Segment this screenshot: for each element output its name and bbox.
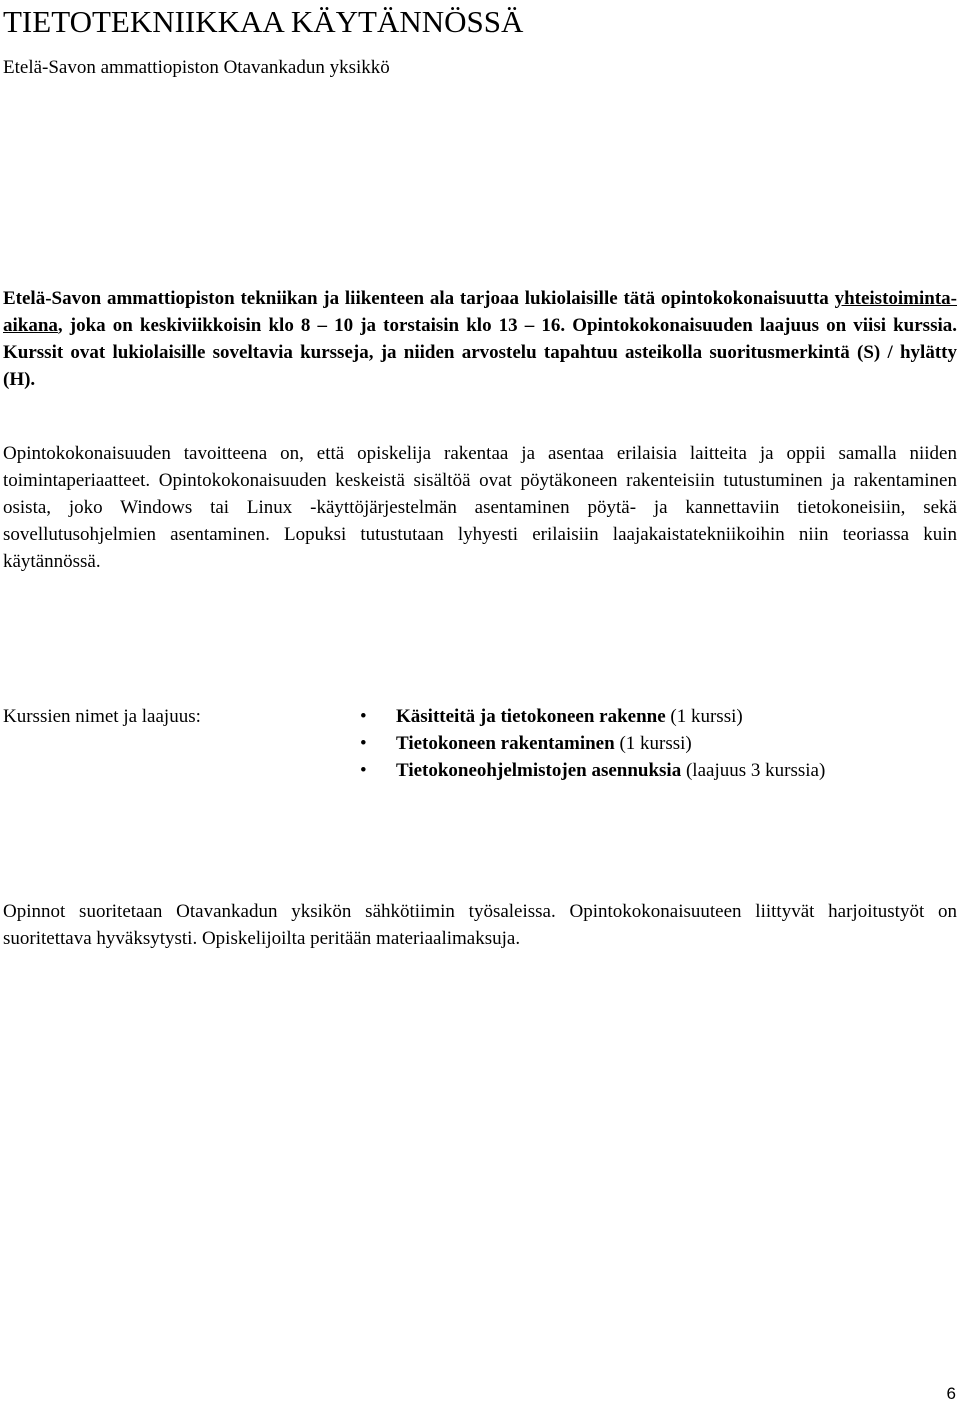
- course-item: [352, 703, 825, 730]
- final-paragraph: Opinnot suoritetaan Otavankadun yksikön sähkötiimin työsaleissa. Opintokokonaisuuteen liittyvät harjoitustyöt on suoritettava hyväksytysti. Opiskelijoilta peritään materiaalimaksuja.: [3, 901, 957, 949]
- bullet-icon: •: [360, 760, 367, 781]
- intro-text-start: Etelä-Savon ammattiopiston tekniikan ja liikenteen ala tarjoaa lukiolaisille tätä opintokokonaisuutta: [3, 288, 835, 309]
- course-name: Käsitteitä ja tietokoneen rakenne: [396, 706, 666, 727]
- course-name: Tietokoneohjelmistojen asennuksia: [396, 760, 682, 781]
- course-name: Tietokoneen rakentaminen: [396, 733, 615, 754]
- course-item: [352, 757, 825, 784]
- goal-paragraph: Opintokokonaisuuden tavoitteena on, että opiskelija rakentaa ja asentaa erilaisia laitteita ja oppii samalla niiden toimintaperiaatteet. Opintokokonaisuuden keskeistä sisältöä ovat pöytäkoneen rakenteisiin tutustuminen ja rakentaminen osista, joko Windows tai Linux -käyttöjärjestelmän asentaminen pöytä- ja kannettaviin tietokoneisiin, sekä sovellutusohjelmien asentaminen. Lopuksi tutustutaan lyhyesti erilaisiin laajakaistatekniikoihin niin teoriassa kuin käytännössä.: [3, 443, 957, 572]
- course-extent: (1 kurssi): [614, 733, 692, 754]
- intro-text-end: , joka on keskiviikkoisin klo 8 – 10 ja torstaisin klo 13 – 16. Opintokokonaisuuden laajuus on viisi kurssia. Kurssit ovat lukiolaisille soveltavia kursseja, ja niiden arvostelu tapahtuu asteikolla suoritusmerkintä (S) / hylätty (H).: [3, 315, 957, 390]
- intro-underlined-term: yhteistoiminta-aikana: [3, 288, 957, 336]
- course-extent: (laajuus 3 kurssia): [681, 760, 826, 781]
- page-subtitle: Etelä-Savon ammattiopiston Otavankadun yksikkö: [3, 57, 390, 78]
- course-item: [352, 730, 825, 757]
- courses-label: Kurssien nimet ja laajuus:: [3, 706, 201, 727]
- bullet-icon: •: [360, 706, 367, 727]
- course-list: [352, 703, 825, 784]
- page-title: TIETOTEKNIIKKAA KÄYTÄNNÖSSÄ: [3, 4, 524, 39]
- bullet-icon: •: [360, 733, 367, 754]
- course-extent: (1 kurssi): [665, 706, 743, 727]
- page-number: 6: [946, 1384, 956, 1403]
- intro-paragraph: [3, 285, 957, 393]
